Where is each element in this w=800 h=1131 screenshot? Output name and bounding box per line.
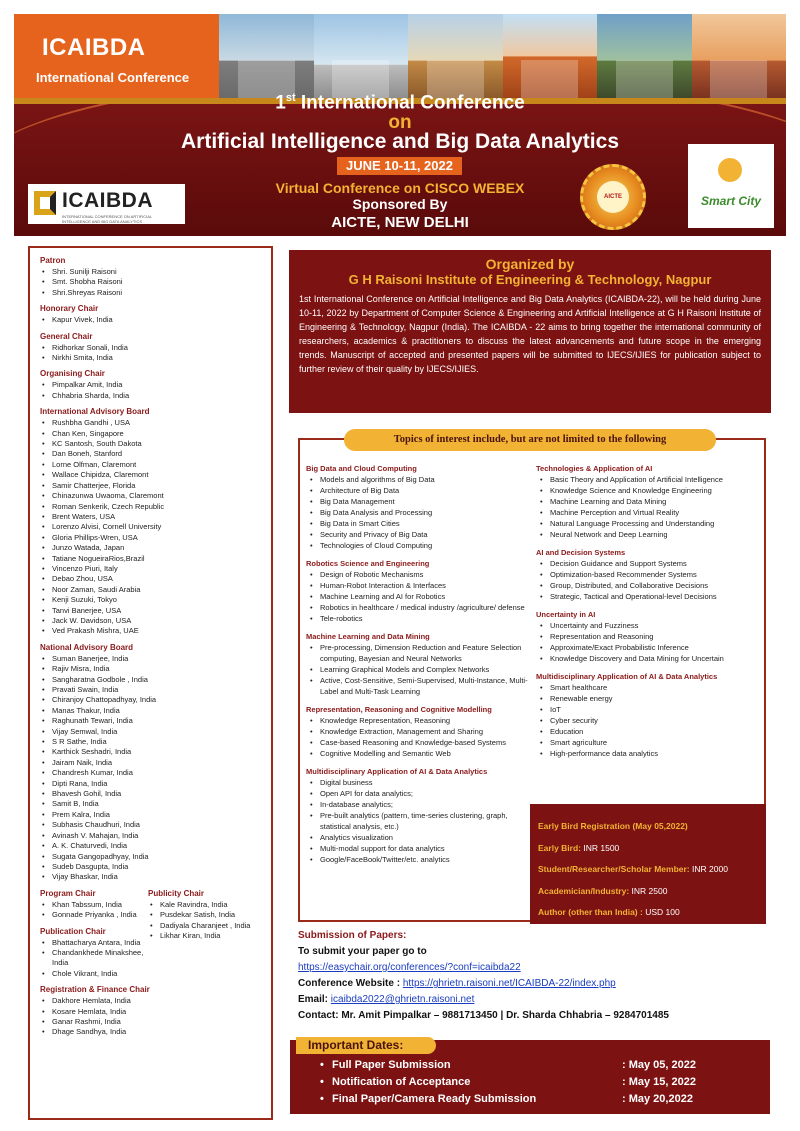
early-bird-title: Early Bird Registration (May 05,2022) (538, 821, 688, 831)
registration-chair-section: Registration & Finance Chair • Dakhore Hemlata, India • Kosare Hemlata, India • Ganar Rashmi, India • Dhage Sandhya, India (40, 985, 261, 1038)
organizer-name: G H Raisoni Institute of Engineering & Technology, Nagpur (348, 272, 712, 287)
member-item: • Pusdekar Satish, India (148, 910, 258, 920)
topic-item: • Representation and Reasoning (536, 631, 766, 642)
member-item: • Ganar Rashmi, India (40, 1017, 261, 1027)
member-list (40, 380, 261, 401)
organizer-description: 1st International Conference on Artificial Intelligence and Big Data Analytics (ICAIBDA-22), will be held during June 10-11, 2022 by Department of Computer Science & Engineering and Artificial Intelligence at G H Raisoni Institute of Engineering & Technology, Nagpur (India). The ICAIBDA - 22 aims to bring together the international community of researchers, academics & practitioners to discuss the latest advancements and future scope in the emerging trends. Manuscript of accepted and presented papers will be submitted to IJECS/IJIES for publication subject to further review of their quality by IJECS/IJIES. (299, 294, 761, 374)
topic-group (536, 672, 766, 759)
topic-item: • Natural Language Processing and Understanding (536, 518, 766, 529)
topic-group-title: AI and Decision Systems (536, 548, 626, 557)
member-item: • Kale Ravindra, India (148, 900, 258, 910)
topic-item: • Knowledge Extraction, Management and Sharing (306, 726, 532, 737)
topic-item: • Renewable energy (536, 693, 766, 704)
photo-monument (408, 14, 503, 98)
topic-item: • Learning Graphical Models and Complex Networks (306, 664, 532, 675)
member-item: • Wallace Chipidza, Claremont (40, 470, 261, 480)
topic-item: • Robotics in healthcare / medical industry /agriculture/ defense (306, 602, 532, 613)
fee-early-bird: Early Bird: INR 1500 (538, 842, 620, 853)
website-row: Conference Website : https://ghrietn.raisoni.net/ICAIBDA-22/index.php (298, 978, 616, 989)
honorary-chair-section: Honorary Chair • Kapur Vivek, India (40, 304, 261, 325)
member-item: • Roman Senkerik, Czech Republic (40, 502, 261, 512)
photo-station (692, 14, 787, 98)
publicity-chair-section: Publicity Chair • Kale Ravindra, India • Pusdekar Satish, India • Dadiyala Charanjeet , India • Likhar Kiran, India (148, 889, 258, 942)
topic-item: • Knowledge Discovery and Data Mining for Uncertain (536, 653, 766, 664)
member-item: • Sugata Gangopadhyay, India (40, 852, 261, 862)
member-item: • Shri. Sunilji Raisoni (40, 267, 261, 277)
submission-instruction: To submit your paper go to (298, 946, 427, 957)
member-item: • Kosare Hemlata, India (40, 1007, 261, 1017)
topic-item: • Cyber security (536, 715, 766, 726)
member-item: • Samir Chatterjee, Florida (40, 481, 261, 491)
member-item: • Sangharatna Godbole , India (40, 675, 261, 685)
topic-group (306, 559, 532, 624)
member-item: • Dan Boneh, Stanford (40, 449, 261, 459)
member-item: • Suman Banerjee, India (40, 654, 261, 664)
photo-strip (219, 14, 786, 98)
member-item: • Tanvi Banerjee, USA (40, 606, 261, 616)
topic-item: • Pre-built analytics (pattern, time-series clustering, graph, statistical analysis, etc.) (306, 810, 532, 832)
organising-chair-section: Organising Chair • Pimpalkar Amit, India • Chhabria Sharda, India (40, 369, 261, 401)
member-item: • Bhavesh Gohil, India (40, 789, 261, 799)
smart-city-logo (688, 144, 774, 228)
member-item: • Jairam Naik, India (40, 758, 261, 768)
topic-item: • Architecture of Big Data (306, 485, 532, 496)
topic-group-title: Multidisciplinary Application of AI & Data Analytics (536, 672, 718, 681)
topic-item: • Design of Robotic Mechanisms (306, 569, 532, 580)
member-item: • Brent Waters, USA (40, 512, 261, 522)
organizer-panel (289, 250, 771, 413)
member-item: • Dipti Rana, India (40, 779, 261, 789)
member-item: • Junzo Watada, Japan (40, 543, 261, 553)
topic-item: • Smart healthcare (536, 682, 766, 693)
topic-item: • Machine Perception and Virtual Reality (536, 507, 766, 518)
member-item: • Sudeb Dasgupta, India (40, 862, 261, 872)
topics-banner: Topics of interest include, but are not limited to the following (344, 429, 716, 451)
member-item: • Gloria Phillips-Wren, USA (40, 533, 261, 543)
email-link[interactable]: icaibda2022@ghrietn.raisoni.net (330, 994, 475, 1005)
topic-group (306, 464, 532, 551)
topic-item: • In-database analytics; (306, 799, 532, 810)
sponsored-by: Sponsored By (352, 196, 448, 212)
photo-stupa (314, 14, 409, 98)
member-item: • Rajiv Misra, India (40, 664, 261, 674)
topic-group-title: Multidisciplinary Application of AI & Data Analytics (306, 767, 488, 776)
topic-item: • Multi-modal support for data analytics (306, 843, 532, 854)
topic-group (306, 767, 532, 865)
topic-item: • Approximate/Exact Probabilistic Inference (536, 642, 766, 653)
member-item: • Smt. Shobha Raisoni (40, 277, 261, 287)
topic-item: • Optimization-based Recommender Systems (536, 569, 766, 580)
member-item: • Vijay Semwal, India (40, 727, 261, 737)
member-list (40, 938, 148, 980)
topic-item: • Machine Learning and AI for Robotics (306, 591, 532, 602)
member-item: • Khan Tabssum, India (40, 900, 148, 910)
topic-item: • Active, Cost-Sensitive, Semi-Supervised, Multi-Instance, Multi-Label and Multi-Task Learning (306, 675, 532, 697)
member-item: • Bhattacharya Antara, India (40, 938, 148, 948)
fee-student: Student/Researcher/Scholar Member: INR 2000 (538, 864, 728, 874)
member-item: • Kenji Suzuki, Tokyo (40, 595, 261, 605)
aicte-label: AICTE (604, 194, 622, 200)
committee-panel (28, 246, 273, 1120)
member-item: • Chinazunwa Uwaoma, Claremont (40, 491, 261, 501)
general-chair-section: General Chair • Ridhorkar Sonali, India • Nirkhi Smita, India (40, 332, 261, 364)
topic-item: • Strategic, Tactical and Operational-level Decisions (536, 591, 766, 602)
member-item: • Karthick Seshadri, India (40, 747, 261, 757)
topic-item: • Analytics visualization (306, 832, 532, 843)
registration-fees-panel (530, 804, 766, 924)
topic-group (536, 610, 766, 664)
member-item: • Shri.Shreyas Raisoni (40, 288, 261, 298)
member-item: • Chiranjoy Chattopadhyay, India (40, 695, 261, 705)
member-item: • Chole Vikrant, India (40, 969, 148, 979)
member-item: • Chandresh Kumar, India (40, 768, 261, 778)
sun-icon (718, 158, 742, 182)
conference-dates: JUNE 10-11, 2022 (337, 157, 462, 175)
program-chair-section: Program Chair • Khan Tabssum, India • Gonnade Priyanka , India (40, 889, 148, 921)
logo-name: ICAIBDA (62, 189, 153, 212)
member-item: • Lorenzo Alvisi, Cornell University (40, 522, 261, 532)
member-item: • Noor Zaman, Saudi Arabia (40, 585, 261, 595)
publication-chair-section: Publication Chair • Bhattacharya Antara, India • Chandankhede Minakshee, India • Chole Vikrant, India (40, 927, 148, 980)
topic-group-title: Machine Learning and Data Mining (306, 632, 430, 641)
sponsor-name: AICTE, NEW DELHI (331, 214, 469, 231)
member-item: • Chhabria Sharda, India (40, 391, 261, 401)
topic-item: • Pre-processing, Dimension Reduction and Feature Selection computing, Bayesian and Neural Networks (306, 642, 532, 664)
topic-item: • Basic Theory and Application of Artificial Intelligence (536, 474, 766, 485)
member-item: • A. K. Chaturvedi, India (40, 841, 261, 851)
international-board-section: International Advisory Board • Rushbha Gandhi , USA • Chan Ken, Singapore • KC Santosh, South Dakota • Dan Boneh, Stanford • Lorne Olfman, Claremont • Wallace Chipidza, Claremont • Samir Chatterjee, Florida • Chinazunwa Uwaoma, Claremont • Roman Senkerik, Czech Republic • Brent Waters, USA • Lorenzo Alvisi, Cornell University • Gloria Phillips-Wren, USA • Junzo Watada, Japan • Tatiane NogueiraRios,Brazil • Vincenzo Piuri, Italy • Debao Zhou, USA • Noor Zaman, Saudi Arabia • Kenji Suzuki, Tokyo • Tanvi Banerjee, USA • Jack W. Davidson, USA • Ved Prakash Mishra, UAE (40, 407, 261, 637)
topic-item: • IoT (536, 704, 766, 715)
logo-mark-icon (34, 191, 56, 215)
topic-item: • Group, Distributed, and Collaborative Decisions (536, 580, 766, 591)
member-item: • Vincenzo Piuri, Italy (40, 564, 261, 574)
member-item: • Likhar Kiran, India (148, 931, 258, 941)
member-item: • Dakhore Hemlata, India (40, 996, 261, 1006)
title-line1: 1st International Conference (275, 92, 525, 114)
topic-item: • Tele-robotics (306, 613, 532, 624)
member-item: • Kapur Vivek, India (40, 315, 261, 325)
topic-item: • Open API for data analytics; (306, 788, 532, 799)
member-item: • Samit B, India (40, 799, 261, 809)
topic-group-title: Robotics Science and Engineering (306, 559, 430, 568)
member-item: • Debao Zhou, USA (40, 574, 261, 584)
title-line2: Artificial Intelligence and Big Data Analytics (181, 130, 619, 153)
member-item: • Nirkhi Smita, India (40, 353, 261, 363)
member-list (40, 315, 261, 325)
important-dates-title: Important Dates: (296, 1037, 436, 1054)
member-list (148, 900, 258, 942)
member-list (40, 900, 148, 921)
smart-city-text: Smart City (700, 194, 762, 208)
member-item: • Raghunath Tewari, India (40, 716, 261, 726)
topic-item: • Knowledge Science and Knowledge Engineering (536, 485, 766, 496)
member-item: • Pimpalkar Amit, India (40, 380, 261, 390)
topic-item: • Education (536, 726, 766, 737)
email-row: Email: icaibda2022@ghrietn.raisoni.net (298, 994, 475, 1005)
topic-item: • Human-Robot Interaction & Interfaces (306, 580, 532, 591)
member-list (40, 654, 261, 883)
member-item: • Ved Prakash Mishra, UAE (40, 626, 261, 636)
member-item: • Dhage Sandhya, India (40, 1027, 261, 1037)
aicte-seal-icon (580, 164, 646, 230)
member-item: • Rushbha Gandhi , USA (40, 418, 261, 428)
member-item: • Jack W. Davidson, USA (40, 616, 261, 626)
national-board-section: National Advisory Board • Suman Banerjee, India • Rajiv Misra, India • Sangharatna Godbole , India • Pravati Swain, India • Chiranjoy Chattopadhyay, India • Manas Thakur, India • Raghunath Tewari, India • Vijay Semwal, India • S R Sathe, India • Karthick Seshadri, India • Jairam Naik, India • Chandresh Kumar, India • Dipti Rana, India • Bhavesh Gohil, India • Samit B, India • Prem Kalra, India • Subhasis Chaudhuri, India • Avinash V. Mahajan, India • A. K. Chaturvedi, India • Sugata Gangopadhyay, India • Sudeb Dasgupta, India • Vijay Bhaskar, India (40, 643, 261, 883)
member-item: • Subhasis Chaudhuri, India (40, 820, 261, 830)
topic-item: • Big Data Management (306, 496, 532, 507)
member-item: • Dadiyala Charanjeet , India (148, 921, 258, 931)
topic-item: • Smart agriculture (536, 737, 766, 748)
submission-title: Submission of Papers: (298, 930, 407, 941)
topic-item: • Big Data Analysis and Processing (306, 507, 532, 518)
topic-item: • Google/FaceBook/Twitter/etc. analytics (306, 854, 532, 865)
member-list (40, 267, 261, 298)
topic-item: • Machine Learning and Data Mining (536, 496, 766, 507)
member-list (40, 418, 261, 637)
member-item: • Lorne Olfman, Claremont (40, 460, 261, 470)
topic-group-title: Uncertainty in AI (536, 610, 596, 619)
topic-group (536, 464, 766, 540)
topic-item: • Technologies of Cloud Computing (306, 540, 532, 551)
photo-campus (219, 14, 314, 98)
topic-group (306, 632, 532, 697)
member-item: • Pravati Swain, India (40, 685, 261, 695)
member-item: • S R Sathe, India (40, 737, 261, 747)
fee-author: Author (other than India) : USD 100 (538, 907, 680, 917)
topic-group-title: Representation, Reasoning and Cognitive Modelling (306, 705, 492, 714)
photo-temple (503, 14, 598, 98)
icaibda-badge (14, 14, 219, 98)
topic-group (536, 548, 766, 602)
member-item: • Vijay Bhaskar, India (40, 872, 261, 882)
member-item: • Chandankhede Minakshee, India (40, 948, 148, 969)
member-item: • Gonnade Priyanka , India (40, 910, 148, 920)
member-item: • Ridhorkar Sonali, India (40, 343, 261, 353)
website-link[interactable]: https://ghrietn.raisoni.net/ICAIBDA-22/index.php (402, 978, 616, 989)
member-item: • Manas Thakur, India (40, 706, 261, 716)
topic-item: • Security and Privacy of Big Data (306, 529, 532, 540)
member-list (40, 996, 261, 1038)
member-list (40, 343, 261, 364)
topics-left-column (306, 464, 532, 873)
topic-group-title: Technologies & Application of AI (536, 464, 653, 473)
topic-item: • Big Data in Smart Cities (306, 518, 532, 529)
topic-item: • Cognitive Modelling and Semantic Web (306, 748, 532, 759)
member-item: • Prem Kalra, India (40, 810, 261, 820)
topic-item: • Decision Guidance and Support Systems (536, 558, 766, 569)
photo-tiger (597, 14, 692, 98)
member-item: • Chan Ken, Singapore (40, 429, 261, 439)
organized-by: Organized by (485, 256, 575, 272)
logo-subtitle: INTERNATIONAL CONFERENCE ON ARTIFICIAL INTELLIGENCE AND BIG DATA ANALYTICS (62, 214, 153, 224)
topic-item: • High-performance data analytics (536, 748, 766, 759)
virtual-platform: Virtual Conference on CISCO WEBEX (275, 180, 525, 196)
topic-item: • Neural Network and Deep Learning (536, 529, 766, 540)
topic-item: • Digital business (306, 777, 532, 788)
easychair-link[interactable]: https://easychair.org/conferences/?conf=icaibda22 (298, 962, 521, 973)
member-item: • KC Santosh, South Dakota (40, 439, 261, 449)
icaibda-logo (28, 184, 185, 224)
topics-right-column (536, 464, 766, 767)
topic-group-title: Big Data and Cloud Computing (306, 464, 417, 473)
member-item: • Avinash V. Mahajan, India (40, 831, 261, 841)
topic-item: • Knowledge Representation, Reasoning (306, 715, 532, 726)
topic-item: • Uncertainty and Fuzziness (536, 620, 766, 631)
badge-acronym: ICAIBDA (42, 34, 146, 61)
member-item: • Tatiane NogueiraRios,Brazil (40, 554, 261, 564)
topic-item: • Case-based Reasoning and Knowledge-based Systems (306, 737, 532, 748)
badge-tag: International Conference (36, 70, 190, 85)
contact-row: Contact: Mr. Amit Pimpalkar – 9881713450 | Dr. Sharda Chhabria – 9284701485 (298, 1010, 669, 1021)
fee-academic: Academician/Industry: INR 2500 (538, 885, 668, 896)
patron-section: Patron • Shri. Sunilji Raisoni • Smt. Shobha Raisoni • Shri.Shreyas Raisoni (40, 256, 261, 298)
title-on: on (388, 112, 412, 133)
topic-item: • Models and algorithms of Big Data (306, 474, 532, 485)
topic-group (306, 705, 532, 759)
submission-section (298, 928, 768, 1024)
